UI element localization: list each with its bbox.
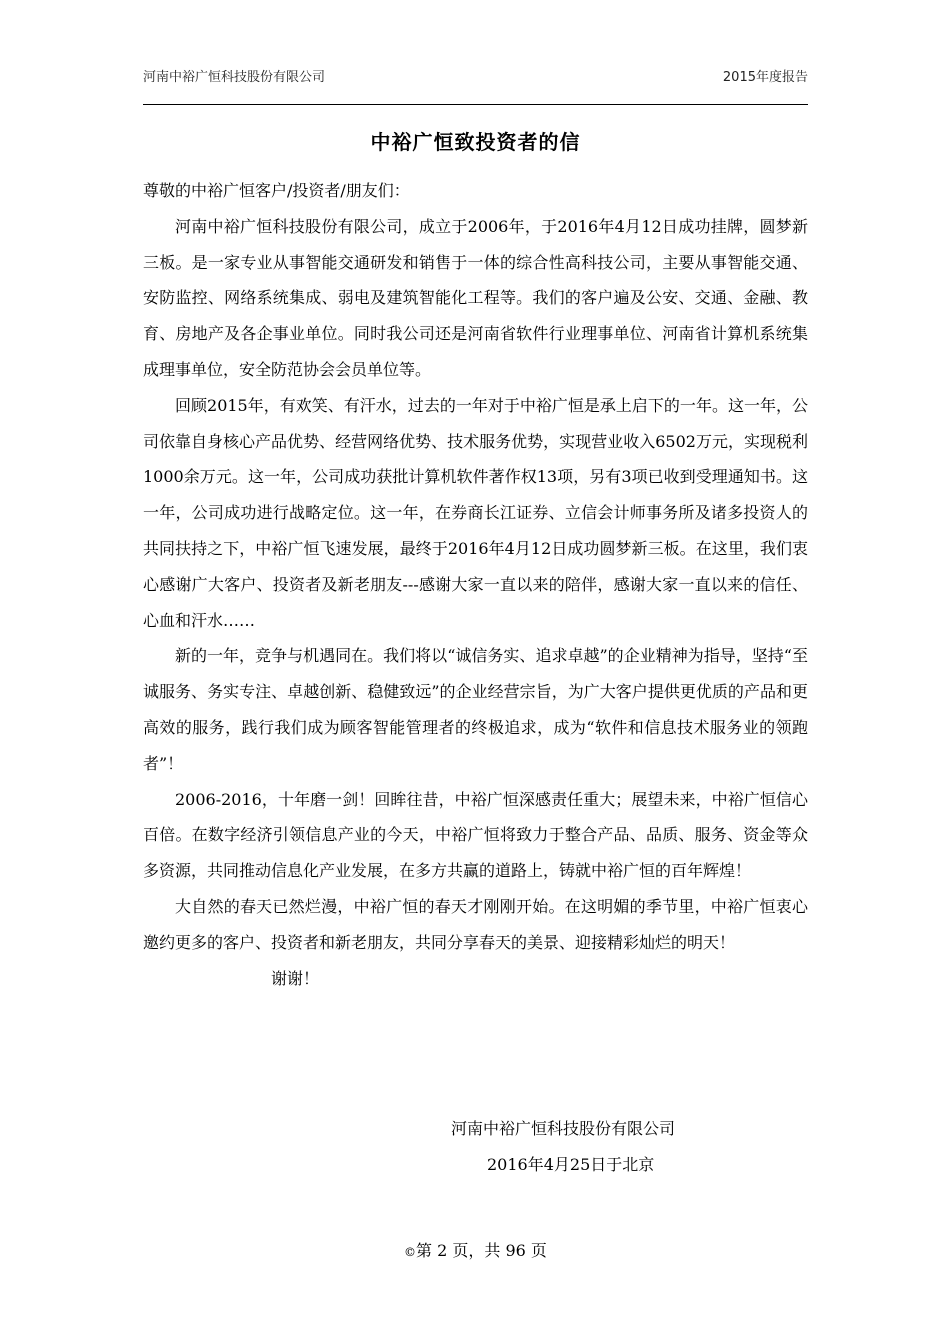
signature-company: 河南中裕广恒科技股份有限公司 <box>451 1119 676 1138</box>
header-divider <box>143 104 808 105</box>
page-footer <box>143 1238 808 1261</box>
letter-paragraph-spring: 大自然的春天已然烂漫，中裕广恒的春天才刚刚开始。在这明媚的季节里，中裕广恒衷心邀约更多的客户、投资者和新老朋友，共同分享春天的美景、迎接精彩灿烂的明天！ <box>143 896 808 952</box>
letter-paragraph-intro: 河南中裕广恒科技股份有限公司，成立于2006年，于2016年4月12日成功挂牌，圆梦新三板。是一家专业从事智能交通研发和销售于一体的综合性高科技公司，主要从事智能交通、安防监控、网络系统集成、弱电及建筑智能化工程等。我们的客户遍及公安、交通、金融、教育、房地产及各企事业单位。同时我公司还是河南省软件行业理事单位、河南省计算机系统集成理事单位，安全防范协会会员单位等。 <box>143 216 808 379</box>
page-header <box>143 66 808 88</box>
copyright-mark: © <box>404 1245 417 1259</box>
letter-paragraph-new-year: 新的一年，竞争与机遇同在。我们将以“诚信务实、追求卓越”的企业精神为指导，坚持“至诚服务、务实专注、卓越创新、稳健致远”的企业经营宗旨，为广大客户提供更优质的产品和更高效的服务，践行我们成为顾客智能管理者的终极追求，成为“软件和信息技术服务业的领跑者”！ <box>143 646 808 773</box>
letter-salutation: 尊敬的中裕广恒客户/投资者/朋友们： <box>143 181 410 200</box>
page-number: 第 2 页，共 96 页 <box>416 1241 547 1260</box>
letter-thanks: 谢谢！ <box>271 968 320 988</box>
letter-paragraph-decade: 2006-2016，十年磨一剑！回眸往昔，中裕广恒深感责任重大；展望未来，中裕广恒信心百倍。在数字经济引领信息产业的今天，中裕广恒将致力于整合产品、品质、服务、资金等众多资源，共同推动信息化产业发展，在多方共赢的道路上，铸就中裕广恒的百年辉煌！ <box>143 789 808 881</box>
letter-body <box>143 173 808 996</box>
header-report-title: 2015年度报告 <box>722 70 808 85</box>
signature-date: 2016年4月25日于北京 <box>487 1155 655 1174</box>
letter-title: 中裕广恒致投资者的信 <box>370 130 581 154</box>
header-company-name: 河南中裕广恒科技股份有限公司 <box>143 70 326 85</box>
letter-paragraph-review: 回顾2015年，有欢笑、有汗水，过去的一年对于中裕广恒是承上启下的一年。这一年，公司依靠自身核心产品优势、经营网络优势、技术服务优势，实现营业收入6502万元，实现税利1000余万元。这一年，公司成功获批计算机软件著作权13项，另有3项已收到受理通知书。这一年，公司成功进行战略定位。这一年，在券商长江证券、立信会计师事务所及诸多投资人的共同扶持之下，中裕广恒飞速发展，最终于2016年4月12日成功圆梦新三板。在这里，我们衷心感谢广大客户、投资者及新老朋友---感谢大家一直以来的陪伴，感谢大家一直以来的信任、心血和汗水…… <box>143 395 808 630</box>
